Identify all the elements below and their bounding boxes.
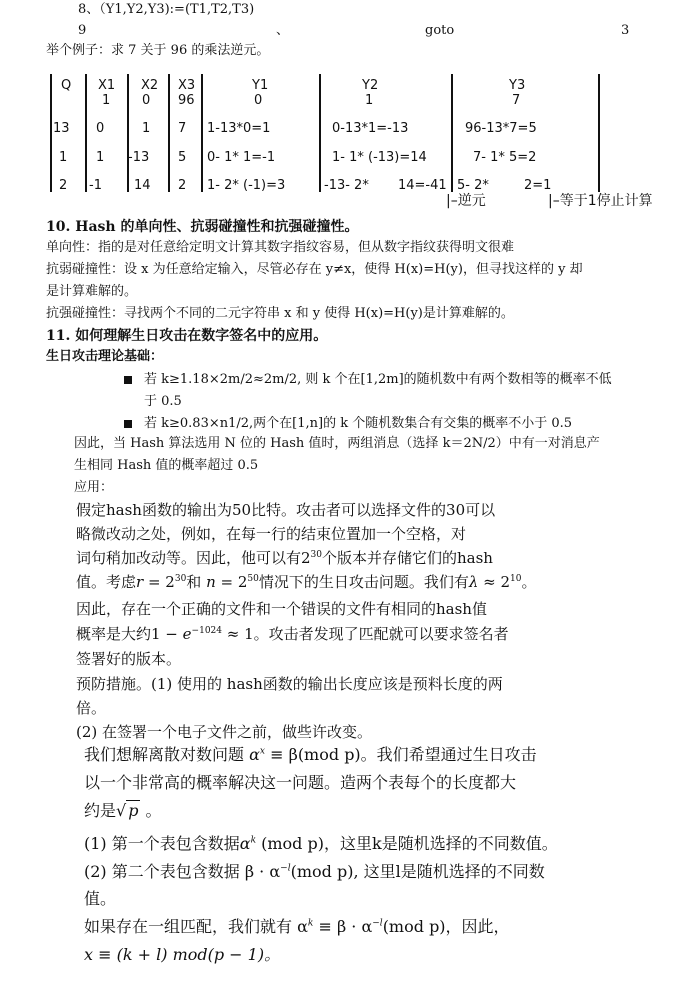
strong-collision-definition: 抗强碰撞性：寻找两个不同的二元字符串 x 和 y 使得 H(x)=H(y)是计算难解的。 [46,306,514,321]
dlog-line-1 [84,743,537,767]
table-border-right [598,74,600,192]
note-inverse: |–逆元 [446,193,486,209]
dlog-line-5 [84,860,545,884]
app-text: 值。考虑 [76,573,137,591]
app-line-9: 倍。 [76,699,107,717]
table-cell: 7 [512,93,521,108]
table-cell: 0- 1* 1=-1 [207,150,276,165]
bullet-item [124,372,612,388]
header-x1: X1 [98,78,116,93]
bullet-text: 若 k≥1.18×2m/2≈2m/2, 则 k 个在[1,2m]的随机数中有两个数相等的概率不低 [144,372,612,387]
header-y3: Y3 [509,78,526,93]
sqrt-symbol: √ [116,801,127,820]
app-line-7: 签署好的版本。 [76,650,182,668]
table-border-left [50,74,52,192]
app-text: 词句稍加改动等。因此，他可以有2 [76,549,311,567]
table-cell: -13- 2* [324,178,369,193]
table-cell: 1- 1* (-13)=14 [332,150,427,165]
app-exponent: 30 [174,574,187,584]
dlog-exponent: k [307,918,314,929]
table-cell: 1- 2* (-1)=3 [207,178,286,193]
table-cell: 2 [59,178,68,193]
conclusion-line-cont: 生相同 Hash 值的概率超过 0.5 [74,458,259,473]
math-text: ≈ 2 [478,573,511,591]
dlog-line-7 [84,915,510,939]
table-cell: 1 [365,93,374,108]
app-text: ≈ 1。攻击者发现了匹配就可以要求签名者 [222,625,509,643]
table-cell: 1 [59,150,68,165]
one-way-definition: 单向性：指的是对任意给定明文计算其数字指纹容易，但从数字指纹获得明文很难 [46,240,515,255]
app-line-1: 假定hash函数的输出为50比特。攻击者可以选择文件的30可以 [76,501,496,519]
header-y1: Y1 [252,78,269,93]
math-text: = 2 [143,573,175,591]
app-exponent: 10 [510,574,522,584]
app-text: 情况下的生日攻击问题。我们有 [258,573,469,591]
dlog-text: 我们想解离散对数问题 [84,745,250,764]
app-exponent: 30 [310,550,322,560]
dlog-text: ≡ β(mod p)。我们希望通过生日攻击 [264,745,537,764]
table-cell: 2=1 [524,178,552,193]
app-exponent: −1024 [191,626,222,636]
table-cell: 5- 2* [457,178,489,193]
table-cell: 1 [102,93,111,108]
math-var: α [249,745,260,764]
step-9-target: 3 [621,23,630,38]
app-line-6 [76,623,509,645]
table-divider [127,74,129,192]
section-10-title: 10. Hash 的单向性、抗弱碰撞性和抗强碰撞性。 [46,219,359,235]
table-divider [201,74,203,192]
app-line-8: 预防措施。(1) 使用的 hash函数的输出长度应该是预料长度的两 [76,675,503,693]
dlog-text: 如果存在一组匹配，我们就有 α [84,917,308,936]
table-cell: 0 [96,121,105,136]
step-9-goto: goto [425,23,455,38]
dlog-exponent: −l [280,863,291,874]
table-divider [319,74,321,192]
table-cell: -13 [128,150,150,165]
conclusion-line: 因此，当 Hash 算法选用 N 位的 Hash 值时，两组消息（选择 k＝2N/2）中有一对消息产 [74,436,600,451]
dlog-text: (mod p), 这里l是随机选择的不同数 [290,862,545,881]
table-cell: 7- 1* 5=2 [473,150,537,165]
math-text: = 2 [215,573,248,591]
app-text: 概率是大约1 − [76,625,183,643]
table-cell: 0 [254,93,263,108]
app-text: 。 [521,573,537,591]
weak-collision-definition: 抗弱碰撞性：设 x 为任意给定输入，尽管必存在 y≠x，使得 H(x)=H(y)，但寻找这样的 y 却 [46,262,583,277]
header-x2: X2 [141,78,159,93]
header-x3: X3 [178,78,196,93]
bullet-item [124,416,572,432]
dlog-text: ≡ β · α [313,917,373,936]
table-cell: 0-13*1=-13 [332,121,409,136]
bullet-square-icon [124,420,132,428]
step-9-separator: 、 [276,23,290,38]
math-var: λ [468,573,479,591]
dlog-line-3 [84,799,162,823]
table-cell: 5 [178,150,187,165]
dlog-text: 。 [140,801,162,820]
math-var: n [206,573,216,591]
bullet-square-icon [124,376,132,384]
example-line: 举个例子：求 7 关于 96 的乘法逆元。 [46,43,270,58]
table-cell: 96 [178,93,195,108]
table-cell: 96-13*7=5 [465,121,537,136]
table-cell: 0 [142,93,151,108]
section-11-title: 11. 如何理解生日攻击在数字签名中的应用。 [46,328,328,344]
table-cell: 7 [178,121,187,136]
dlog-exponent: k [250,835,257,846]
dlog-exponent: x [259,746,265,757]
app-line-3 [76,547,493,569]
app-exponent: 50 [247,574,259,584]
dlog-text: (mod p)，因此， [382,917,510,936]
birthday-basis-heading: 生日攻击理论基础： [46,349,164,364]
application-label: 应用： [74,480,114,495]
table-cell: 2 [178,178,187,193]
bullet-text-cont: 于 0.5 [144,394,182,409]
math-var: α [239,834,251,853]
table-cell: 13 [53,121,70,136]
dlog-text: (1) 第一个表包含数据 [84,834,240,853]
dlog-text: (mod p)，这里k是随机选择的不同数值。 [256,834,558,853]
header-y2: Y2 [362,78,379,93]
table-cell: 14 [134,178,151,193]
sqrt-radicand: p [128,801,139,820]
table-divider [451,74,453,192]
math-var: e [182,625,192,643]
euclid-table [46,72,662,197]
math-var: r [136,573,144,591]
weak-collision-definition-cont: 是计算难解的。 [46,284,138,299]
app-text: 和 [186,573,207,591]
app-line-2: 略微改动之处，例如，在每一行的结束位置加一个空格，对 [76,525,467,543]
bullet-text: 若 k≥0.83×n1/2,两个在[1,n]的 k 个随机数集合有交集的概率不小于 0.5 [144,416,573,431]
app-line-4 [76,571,537,593]
dlog-text: 约是 [84,801,117,820]
table-cell: 1-13*0=1 [207,121,271,136]
table-cell: 1 [142,121,151,136]
dlog-line-6: 值。 [84,889,117,908]
step-9-number: 9 [78,23,87,38]
app-text: 个版本并存储它们的hash [322,549,493,567]
table-cell: 1 [96,150,105,165]
table-divider [85,74,87,192]
dlog-line-4 [84,832,558,856]
app-line-5: 因此，存在一个正确的文件和一个错误的文件有相同的hash值 [76,600,487,618]
dlog-line-2: 以一个非常高的概率解决这一问题。造两个表每个的长度都大 [84,773,517,792]
header-q: Q [61,78,72,93]
dlog-text: (2) 第二个表包含数据 β · α [84,862,281,881]
dlog-exponent: −l [372,918,383,929]
table-cell: -1 [89,178,102,193]
dlog-line-8: x ≡ (k + l) mod(p − 1)。 [84,945,281,964]
table-cell: 14=-41 [398,178,447,193]
table-divider [168,74,170,192]
step-8-line: 8、（Y1,Y2,Y3):=(T1,T2,T3) [78,2,255,17]
app-line-10: (2) 在签署一个电子文件之前，做些许改变。 [76,723,373,741]
note-stop: |–等于1停止计算 [548,193,653,209]
